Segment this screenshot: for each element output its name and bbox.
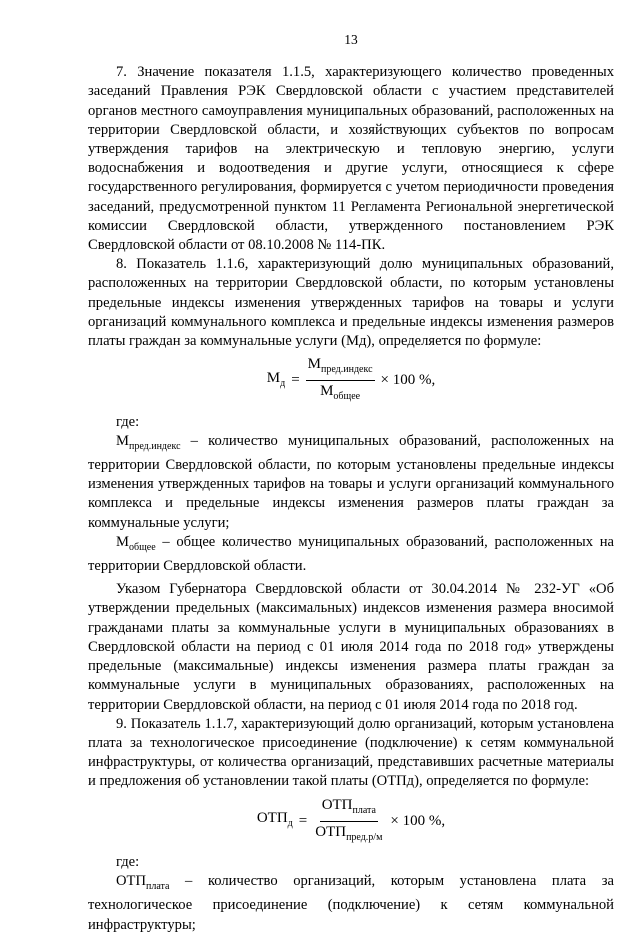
formula-md (88, 355, 614, 406)
formula-md-denominator: $М_{общее}$ (320, 383, 361, 403)
formula-md-equals: = (291, 372, 300, 389)
formula-md-numerator: $М_{пред.индекс}$ (306, 355, 375, 381)
where-label-2: где: (116, 853, 140, 870)
formula-otpd (88, 796, 614, 847)
definition-otp-plata: $ОТП_{плата}$ – количество организаций, которым установлена плата за технологическое присоединение (подключение) к сетям коммунальной инфраструктуры; (88, 873, 614, 933)
where-label-1: где: (116, 413, 140, 430)
page-number: 13 (344, 32, 358, 47)
formula-otpd-tail: × 100 %, (390, 812, 446, 829)
paragraph-ukaz: Указом Губернатора Свердловской области от 30.04.2014 № 232-УГ «Об утверждении предельных (максимальных) индексов изменения размера вносимой гражданами платы за коммунальные услуги в муниципальных образованиях в Свердловской области на период с 01 июля 2014 года по 2018 год» утверждены предельные (максимальные) индексы изменения размера платы граждан за коммунальные услуги в муниципальных образованиях, расположенных на территории Свердловской области, на период с 01 июля 2014 года по 2018 год. (88, 581, 614, 713)
definition-m-pred-index: $М_{пред.индекс}$ – количество муниципальных образований, расположенных на территории Свердловской области, по которым установлены предельные индексы изменения утвержденных тарифов на товары и услуги организаций коммунального комплекса и предельные индексы изменения размеров платы граждан за коммунальные услуги; (88, 432, 614, 531)
paragraph-8: 8. Показатель 1.1.6, характеризующий долю муниципальных образований, расположенных на территории Свердловской области, по которым установлены предельные индексы изменения утвержденных тарифов на товары и услуги организаций коммунального комплекса и предельные индексы изменения размеров платы граждан за коммунальные услуги (Мд), определяется по формуле: (88, 256, 614, 350)
formula-otpd-numerator: $ОТП_{плата}$ (320, 796, 378, 822)
paragraph-9: 9. Показатель 1.1.7, характеризующий долю организаций, которым установлена плата за технологическое присоединение (подключение) к сетям коммунальной инфраструктуры, от количества организаций, представивших расчетные материалы и предложения об установлении такой платы (ОТПд), определяется по формуле: (88, 715, 614, 790)
formula-otpd-lhs: $ОТП_д$ (256, 810, 293, 830)
formula-md-fraction (306, 355, 375, 406)
paragraph-7: 7. Значение показателя 1.1.5, характеризующего количество проведенных заседаний Правления РЭК Свердловской области с участием представителей органов местного самоуправления муниципальных образований, расположенных на территории Свердловской области, и хозяйствующих субъектов по вопросам утверждения тарифов на электрическую и тепловую энергию, услуги водоснабжения и водоотведения и другие услуги, относящиеся к сфере государственного регулирования, формируется с учетом периодичности проведения заседаний, предусмотренной пунктом 11 Регламента Региональной энергетической комиссии Свердловской области, утвержденного постановлением РЭК Свердловской области от 08.10.2008 № 114-ПК. (88, 64, 614, 254)
formula-md-lhs: $М_д$ (266, 369, 286, 389)
formula-otpd-equals: = (298, 812, 308, 829)
formula-otpd-fraction (313, 796, 384, 847)
document-page (88, 30, 614, 935)
formula-md-tail: × 100 %, (380, 372, 436, 389)
formula-otpd-denominator: $ОТП_{пред.р/м}$ (315, 823, 383, 843)
definition-m-obshchee: $М_{общее}$ – общее количество муниципальных образований, расположенных на территории Свердловской области. (88, 533, 614, 575)
